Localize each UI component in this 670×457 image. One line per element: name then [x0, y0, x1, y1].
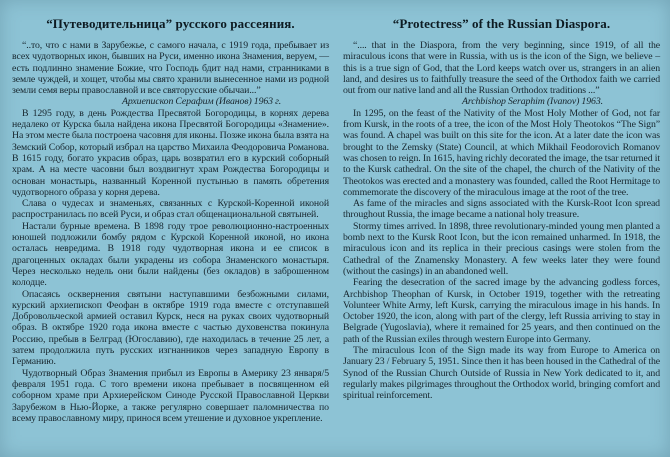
english-paragraph-5: The miraculous Icon of the Sign made its way from Europe to America on January 23 / February 5, 1951. Since then it has been housed in the Cathedral of the Synod of the Russian Church Outside of Russia in New York dedicated to it, and regularly makes pilgrimages throughout the Orthodox world, bringing comfort and spiritual reinforcement. [343, 345, 660, 402]
russian-paragraph-4: Опасаясь осквернения святыни наступавшими безбожными силами, курский архиепископ Феофан в октябре 1919 года вместе с отступавшей Добровольческой армией оставил Курск, неся на руках своих чудотворный образ. В октябре 1920 года икона вместе с частью духовенства покинула Россию, пребыв в Белград (Югославию), где находилась в течение 25 лет, а затем продолжила путь русских изгнанников через западную Европу в Германию. [12, 288, 329, 368]
russian-paragraph-5: Чудотворный Образ Знамения прибыл из Европы в Америку 23 января/5 февраля 1951 года. С того времени икона пребывает в посвященном ей соборном храме при Архиерейском Синоде Русской Православной Церкви Зарубежом в Нью-Йорке, а также регулярно совершает паломничества по всему православному миру, принося всем утешение и духовное укрепление. [12, 367, 329, 424]
english-title: “Protectress” of the Russian Diaspora. [392, 16, 611, 31]
russian-attribution: Архиепископ Серафим (Иванов) 1963 г. [121, 96, 282, 108]
english-paragraph-2: As fame of the miracles and signs associated with the Kursk-Root Icon spread throughout Russia, the image became a national holy treasure. [343, 198, 660, 221]
english-column [343, 16, 660, 447]
english-paragraph-1: In 1295, on the feast of the Nativity of the Most Holy Mother of God, not far from Kursk, in the roots of a tree, the icon of the Most Holy Theotokos “The Sign” was found. A chapel was built on this site for the icon. At a later date the icon was brought to the Zemsky (State) Council, at which Mikhail Feodorovich Romanov was chosen to reign. In 1615, having richly decorated the image, the tsar returned it to the Kursk cathedral. On the site of the chapel, the church of the Nativity of the Theotokos was erected and a monastery was founded, called the Root Hermitage to commemorate the discovery of the miraculous image at the root of the tree. [343, 107, 660, 198]
russian-column [12, 16, 329, 447]
russian-paragraph-1: В 1295 году, в день Рождества Пресвятой Богородицы, в корнях дерева недалеко от Курска была найдена икона Пресвятой Богородицы «Знамение». На этом месте была построена часовня для иконы. Позже икона была взята на Земский Собор, который избрал на царство Михаила Феодоровича Романова. В 1615 году, богато украсив образ, царь возвратил его в курский соборный храм. А на месте часовни был воздвигнут храм Рождества Богородицы и основан монастырь, названный Коренной пустынью в память обретения чудотворного образа у корня дерева. [12, 107, 329, 198]
russian-paragraph-2: Слава о чудесах и знаменьях, связанных с Курской-Коренной иконой распространилась по всей Руси, и образ стал общенациональной святыней. [12, 198, 329, 221]
english-paragraph-4: Fearing the desecration of the sacred image by the advancing godless forces, Archbishop Theophan of Kursk, in October 1919, together with the retreating Volunteer White Army, left Kursk, carrying the miraculous image in his hands. In October 1920, the icon, along with part of the clergy, left Russia arriving to stay in Belgrade (Yugoslavia), where it remained for 25 years, and then continued on the path of the Russian exiles through western Europe into Germany. [343, 277, 660, 345]
english-attribution: Archbishop Seraphim (Ivanov) 1963. [462, 96, 603, 108]
russian-quote-paragraph: “..то, что с нами в Зарубежье, с самого начала, с 1919 года, пребывает из всех чудотворных икон, бывших на Руси, именно икона Знамения, веруем, — есть подлинно знамение Божие, что Господь бдит над нами, странниками в земле чуждей, и хощет, чтобы мы свято хранили вынесенное нами из родной земли семя веры православной и все святорусские обычаи...” [12, 40, 329, 97]
english-paragraph-3: Stormy times arrived. In 1898, three revolutionary-minded young men planted a bomb next to the Kursk Root Icon, but the icon remained unharmed. In 1918, the miraculous icon and its replica in their precious casings were stolen from the Cathedral of the Znamensky Monastery. A few weeks later they were found (without the casings) in an abandoned well. [343, 220, 660, 277]
english-quote-paragraph: “.... that in the Diaspora, from the very beginning, since 1919, of all the miraculous icons that were in Russia, with us is the icon of the Sign, we believe – this is a true sign of God, that the Lord keeps watch over us, strangers in an alien land, and desires us to faithfully treasure the seed of the Orthodox faith we carried out from our native land and all the Russian Orthodox traditions ...” [343, 40, 660, 97]
russian-paragraph-3: Настали бурные времена. В 1898 году трое революционно-настроенных юношей подложили бомбу рядом с Курской Коренной иконой, но икона осталась невредима. В 1918 году чудотворная икона и ее список в драгоценных окладах были украдены из собора Знаменского монастыря. Через несколько недель они были найдены (без окладов) в заброшенном колодце. [12, 220, 329, 289]
russian-title: “Путеводительница” русского рассеяния. [46, 16, 295, 31]
